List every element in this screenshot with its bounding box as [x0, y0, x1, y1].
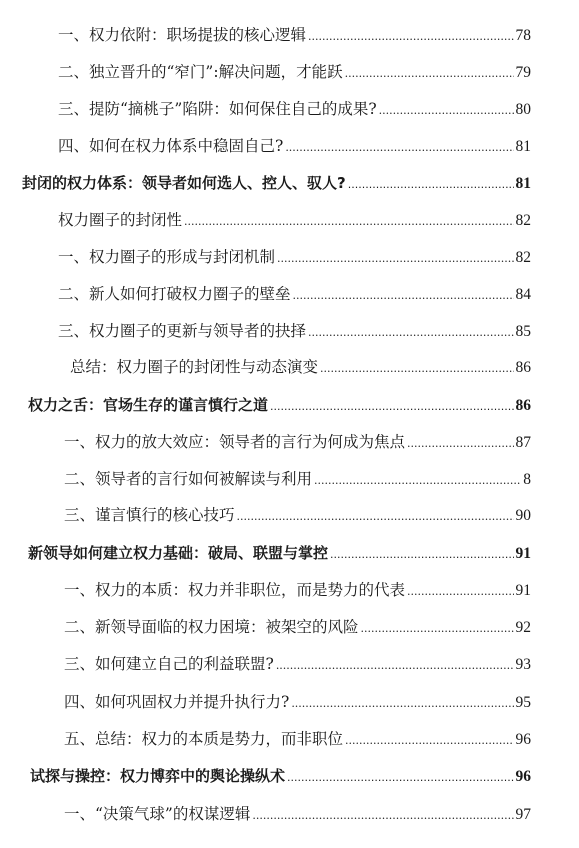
dot-leader	[276, 654, 514, 678]
toc-page-number: 96	[515, 731, 531, 748]
dot-leader	[407, 432, 513, 456]
toc-entry[interactable]	[58, 134, 531, 158]
toc-entry[interactable]	[64, 503, 531, 527]
toc-page-number: 86	[515, 397, 531, 414]
dot-leader	[407, 580, 513, 604]
toc-entry-title: 二、独立晋升的“窄门”:解决问题，才能跃	[58, 63, 343, 81]
toc-page-number: 78	[515, 27, 531, 44]
toc-page-number: 93	[515, 656, 531, 673]
toc-page-number: 95	[515, 694, 531, 711]
toc-entry-title: 一、权力圈子的形成与封闭机制	[58, 248, 276, 266]
dot-leader	[314, 469, 521, 493]
toc-entry-title: 五、总结：权力的本质是势力，而非职位	[64, 730, 344, 748]
toc-entry[interactable]	[64, 802, 531, 826]
toc-entry-title: 三、如何建立自己的利益联盟?	[64, 655, 274, 673]
dot-leader	[308, 321, 513, 345]
dot-leader	[330, 543, 513, 567]
toc-page-number: 92	[515, 619, 531, 636]
toc-entry-title: 封闭的权力体系：领导者如何选人、控人、驭人?	[22, 174, 346, 192]
toc-entry[interactable]	[64, 578, 531, 602]
dot-leader	[252, 804, 513, 828]
dot-leader	[379, 99, 514, 123]
toc-page-number: 79	[515, 64, 531, 81]
toc-entry-title: 四、如何巩固权力并提升执行力?	[64, 693, 290, 711]
toc-entry-title: 权力圈子的封闭性	[58, 211, 183, 229]
toc-entry-title: 一、权力的本质：权力并非职位，而是势力的代表	[64, 581, 406, 599]
dot-leader	[308, 25, 513, 49]
toc-entry-title: 总结：权力圈子的封闭性与动态演变	[70, 358, 319, 376]
toc-page-number: 91	[515, 582, 531, 599]
toc-section-heading[interactable]	[28, 393, 531, 417]
toc-entry[interactable]	[64, 690, 531, 714]
toc-page-number: 81	[515, 175, 531, 192]
dot-leader	[345, 62, 514, 86]
toc-entry[interactable]	[70, 355, 531, 379]
dot-leader	[293, 284, 514, 308]
toc-section-heading[interactable]	[30, 764, 531, 788]
toc-page-number: 80	[515, 101, 531, 118]
toc-entry-title: 试探与操控：权力博弈中的舆论操纵术	[30, 767, 286, 785]
toc-page-number: 91	[515, 545, 531, 562]
toc-entry-title: 三、提防“摘桃子”陷阱：如何保住自己的成果?	[58, 100, 377, 118]
dot-leader	[285, 136, 513, 160]
toc-entry-title: 权力之舌：官场生存的谨言慎行之道	[28, 396, 269, 414]
toc-entry[interactable]	[58, 97, 531, 121]
toc-entry-title: 四、如何在权力体系中稳固自己?	[58, 137, 284, 155]
toc-entry[interactable]	[64, 727, 531, 751]
toc-page-number: 82	[515, 249, 531, 266]
dot-leader	[320, 357, 513, 381]
dot-leader	[291, 692, 513, 716]
toc-entry[interactable]	[64, 615, 531, 639]
dot-leader	[361, 617, 514, 641]
toc-entry[interactable]	[58, 319, 531, 343]
toc-entry-title: 二、新领导面临的权力困境：被架空的风险	[64, 618, 359, 636]
toc-page-number: 90	[515, 507, 531, 524]
dot-leader	[270, 395, 513, 419]
toc-entry-title: 一、权力依附：职场提拔的核心逻辑	[58, 26, 307, 44]
dot-leader	[277, 247, 513, 271]
dot-leader	[348, 173, 514, 197]
toc-page-number: 84	[515, 286, 531, 303]
toc-page-number: 85	[515, 323, 531, 340]
toc-entry[interactable]	[64, 652, 531, 676]
dot-leader	[287, 766, 513, 790]
toc-entry[interactable]	[58, 60, 531, 84]
toc-section-heading[interactable]	[22, 171, 531, 195]
toc-page-number: 82	[515, 212, 531, 229]
dot-leader	[345, 729, 513, 753]
toc-entry-title: 二、领导者的言行如何被解读与利用	[64, 470, 313, 488]
dot-leader	[237, 505, 514, 529]
toc-entry-title: 新领导如何建立权力基础：破局、联盟与掌控	[28, 544, 329, 562]
toc-entry[interactable]	[58, 23, 531, 47]
toc-page-number: 87	[515, 434, 531, 451]
dot-leader	[184, 210, 513, 234]
toc-section-heading[interactable]	[28, 541, 531, 565]
toc-page-number: 86	[515, 359, 531, 376]
toc-entry-title: 一、权力的放大效应：领导者的言行为何成为焦点	[64, 433, 406, 451]
toc-entry-title: 一、“决策气球”的权谋逻辑	[64, 805, 251, 823]
toc-page-number: 8	[523, 471, 531, 488]
toc-entry[interactable]	[64, 430, 531, 454]
toc-entry-title: 三、权力圈子的更新与领导者的抉择	[58, 322, 307, 340]
toc-entry[interactable]	[58, 282, 531, 306]
toc-entry-title: 三、谨言慎行的核心技巧	[64, 506, 235, 524]
toc-entry[interactable]	[58, 245, 531, 269]
toc-page-number: 97	[515, 806, 531, 823]
toc-page-number: 81	[515, 138, 531, 155]
toc-page-number: 96	[515, 768, 531, 785]
toc-entry-title: 二、新人如何打破权力圈子的壁垒	[58, 285, 291, 303]
toc-entry[interactable]	[64, 467, 531, 491]
toc-entry[interactable]	[58, 208, 531, 232]
